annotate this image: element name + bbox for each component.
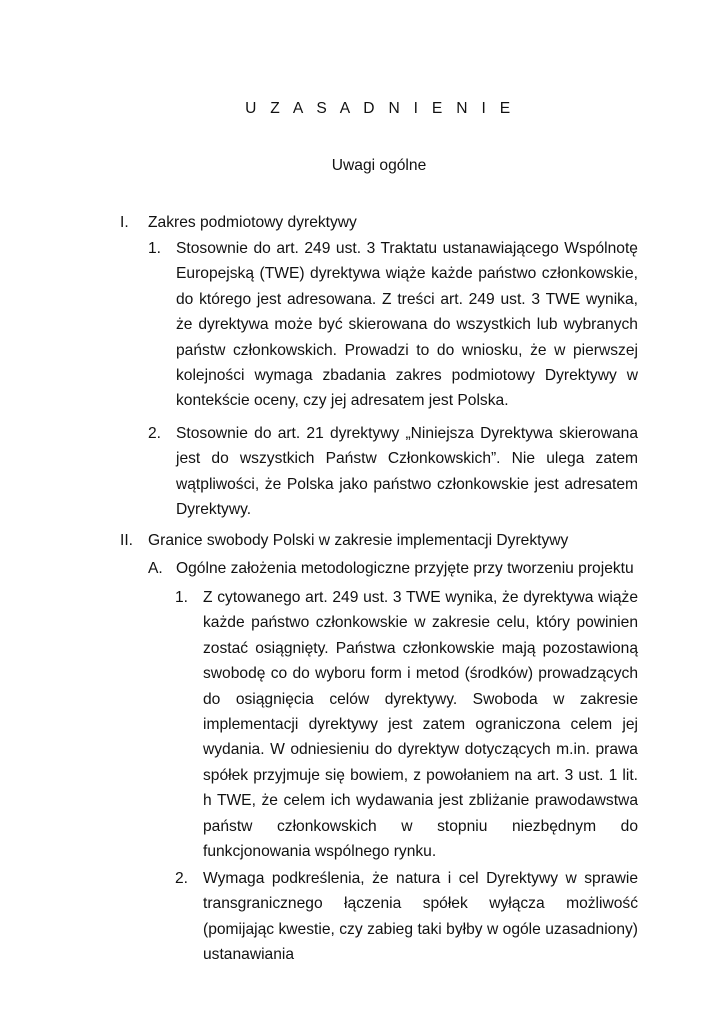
subsection-a-item-1 xyxy=(175,585,638,864)
section-1-item-2-marker: 2. xyxy=(148,425,162,442)
section-2-marker: II. xyxy=(120,532,133,549)
subsection-a-item-2-text: Wymaga podkreślenia, że natura i cel Dyrektywy w sprawie transgranicznego łączenia spółek wyłącza możliwość (pomijając kwestie, czy zabieg taki byłby w ogóle uzasadniony) ustanawiania xyxy=(203,870,638,964)
subsection-a xyxy=(148,556,708,581)
subsection-a-item-2-marker: 2. xyxy=(175,870,189,887)
section-2 xyxy=(120,528,680,553)
section-1-item-1 xyxy=(148,236,638,414)
subsection-a-heading: Ogólne założenia metodologiczne przyjęte przy tworzeniu projektu xyxy=(176,560,634,577)
subsection-a-item-1-marker: 1. xyxy=(175,589,189,606)
document-subtitle: Uwagi ogólne xyxy=(331,157,427,174)
subsection-a-item-1-text: Z cytowanego art. 249 ust. 3 TWE wynika, że dyrektywa wiąże każde państwo członkowskie w zakresie celu, który powinien zostać osiągnięty. Państwa członkowskie mają pozostawioną swobodę co do wyboru form i metod (środków) prowadzących do osiągnięcia celów dyrektywy. Swoboda w zakresie implementacji dyrektywy jest zatem ograniczona celem jej wydania. W odniesieniu do dyrektyw dotyczących m.in. prawa spółek przyjmuje się bowiem, z powołaniem na art. 3 ust. 1 lit. h TWE, że celem ich wydawania jest zbliżanie prawodawstwa państw członkowskich w stopniu niezbędnym do funkcjonowania wspólnego rynku. xyxy=(203,589,638,861)
section-2-heading: Granice swobody Polski w zakresie implementacji Dyrektywy xyxy=(148,532,569,549)
subsection-a-item-2 xyxy=(175,866,638,968)
subsection-a-marker: A. xyxy=(148,560,163,577)
section-1-item-2-text: Stosownie do art. 21 dyrektywy „Niniejsza Dyrektywa skierowana jest do wszystkich Państw Członkowskich”. Nie ulega zatem wątpliwości, że Polska jako państwo członkowskie jest adresatem Dyrektywy. xyxy=(176,425,638,519)
section-1-item-1-text: Stosownie do art. 249 ust. 3 Traktatu ustanawiającego Wspólnotę Europejską (TWE) dyrektywa wiąże każde państwo członkowskie, do którego jest adresowana. Z treści art. 249 ust. 3 TWE wynika, że dyrektywa może być skierowana do wszystkich lub wybranych państw członkowskich. Prowadzi to do wniosku, że w pierwszej kolejności wymaga zbadania zakres podmiotowy Dyrektywy w kontekście oceny, czy jej adresatem jest Polska. xyxy=(176,240,638,410)
document-title: U Z A S A D N I E N I E xyxy=(245,100,515,117)
section-1 xyxy=(120,210,680,235)
section-1-item-1-marker: 1. xyxy=(148,240,162,257)
section-1-heading: Zakres podmiotowy dyrektywy xyxy=(148,214,357,231)
section-1-marker: I. xyxy=(120,214,129,231)
section-1-item-2 xyxy=(148,421,638,523)
